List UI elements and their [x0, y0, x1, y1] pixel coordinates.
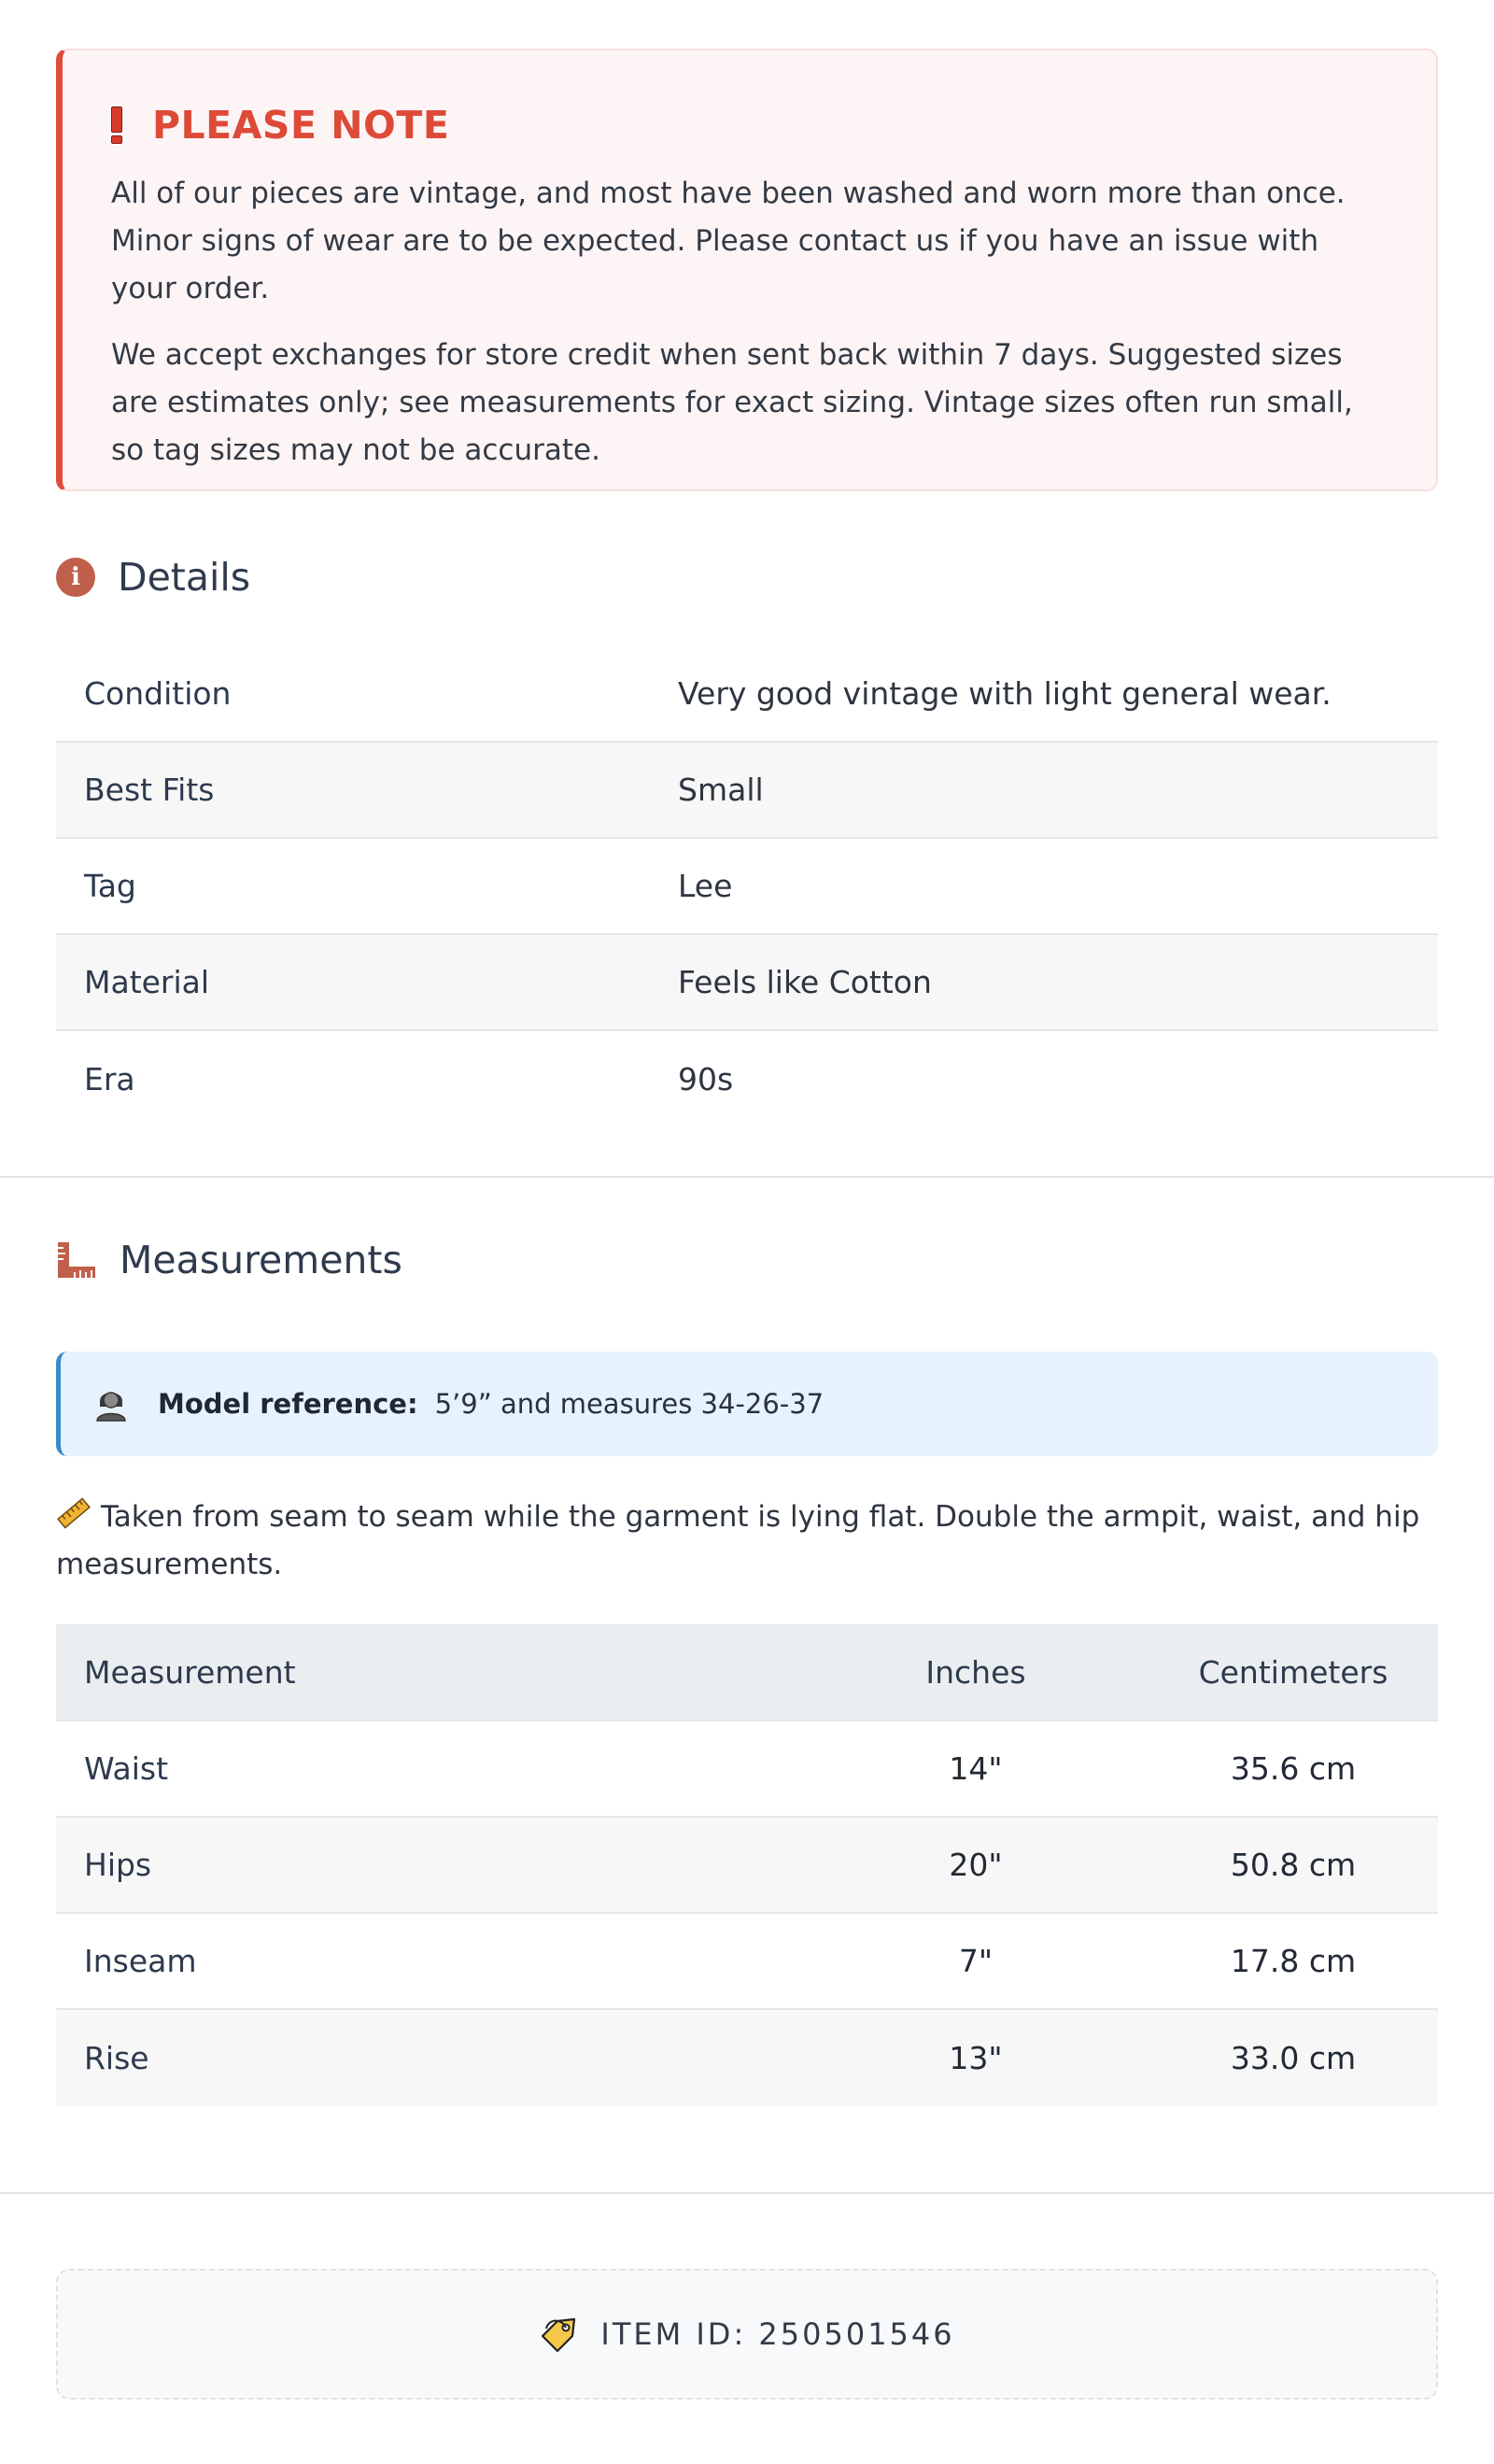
table-row [56, 1914, 1438, 2010]
details-table [56, 646, 1438, 1127]
details-header [56, 549, 1438, 605]
details-label: Era [84, 1061, 135, 1097]
measurement-note-text: Taken from seam to seam while the garment is lying flat. Double the armpit, waist, and hip measurements. [56, 1500, 1420, 1581]
details-value: Small [678, 772, 764, 808]
ruler-pencil-icon [56, 1495, 92, 1531]
details-title: Details [118, 555, 251, 600]
column-header-inches: Inches [925, 1653, 1026, 1691]
measurement-name: Hips [84, 1847, 152, 1883]
measurement-cm: 33.0 cm [1230, 2040, 1357, 2076]
section-divider [0, 2192, 1494, 2194]
person-icon [94, 1386, 128, 1422]
details-label: Material [84, 964, 210, 1000]
measurement-cm: 50.8 cm [1230, 1847, 1357, 1883]
details-value: Lee [678, 868, 733, 904]
details-row-era [56, 1031, 1438, 1127]
model-reference-box [56, 1352, 1438, 1456]
details-row-tag [56, 839, 1438, 935]
measurement-inches: 14" [949, 1750, 1003, 1787]
table-row [56, 2010, 1438, 2106]
measurements-header [56, 1232, 1438, 1288]
measurement-inches: 13" [949, 2040, 1003, 2076]
exclamation-icon [111, 106, 122, 144]
measurements-title: Measurements [120, 1238, 402, 1282]
notice-paragraph-2: We accept exchanges for store credit when sent back within 7 days. Suggested sizes are estimates only; see measurements for exact sizing. Vintage sizes often run small, so tag sizes may not be accurate. [111, 338, 1353, 467]
details-value: Very good vintage with light general wear. [678, 675, 1332, 712]
details-label: Condition [84, 675, 232, 712]
measurement-note [56, 1494, 1438, 1589]
details-value: Feels like Cotton [678, 964, 932, 1000]
item-id: ITEM ID: 250501546 [600, 2316, 955, 2352]
measurements-table [56, 1624, 1438, 2106]
model-reference-label: Model reference: [158, 1388, 418, 1420]
table-row [56, 1721, 1438, 1818]
info-icon: i [56, 558, 95, 597]
details-row-condition [56, 646, 1438, 743]
measurement-inches: 7" [958, 1943, 994, 1979]
model-reference-value: 5’9” and measures 34-26-37 [434, 1388, 825, 1420]
details-row-best-fits [56, 743, 1438, 839]
item-id-box [56, 2269, 1438, 2400]
measurement-inches: 20" [949, 1847, 1003, 1883]
ruler-icon [56, 1240, 97, 1280]
measurement-cm: 17.8 cm [1230, 1943, 1357, 1979]
measurement-name: Inseam [84, 1943, 197, 1979]
table-row [56, 1818, 1438, 1914]
details-value: 90s [678, 1061, 734, 1097]
please-note-notice [56, 49, 1438, 491]
notice-paragraph-1: All of our pieces are vintage, and most have been washed and worn more than once. Minor signs of wear are to be expected. Please contact us if you have an issue with your order. [111, 177, 1346, 305]
measurement-name: Rise [84, 2040, 149, 2076]
details-label: Tag [84, 868, 136, 904]
details-label: Best Fits [84, 772, 215, 808]
notice-title: PLEASE NOTE [152, 103, 450, 148]
measurements-table-header [56, 1624, 1438, 1721]
measurement-cm: 35.6 cm [1230, 1750, 1357, 1787]
notice-header [111, 105, 1388, 146]
column-header-measurement: Measurement [84, 1653, 296, 1691]
measurement-name: Waist [84, 1750, 169, 1787]
tag-icon [539, 2314, 580, 2355]
column-header-centimeters: Centimeters [1198, 1653, 1388, 1691]
details-row-material [56, 935, 1438, 1031]
